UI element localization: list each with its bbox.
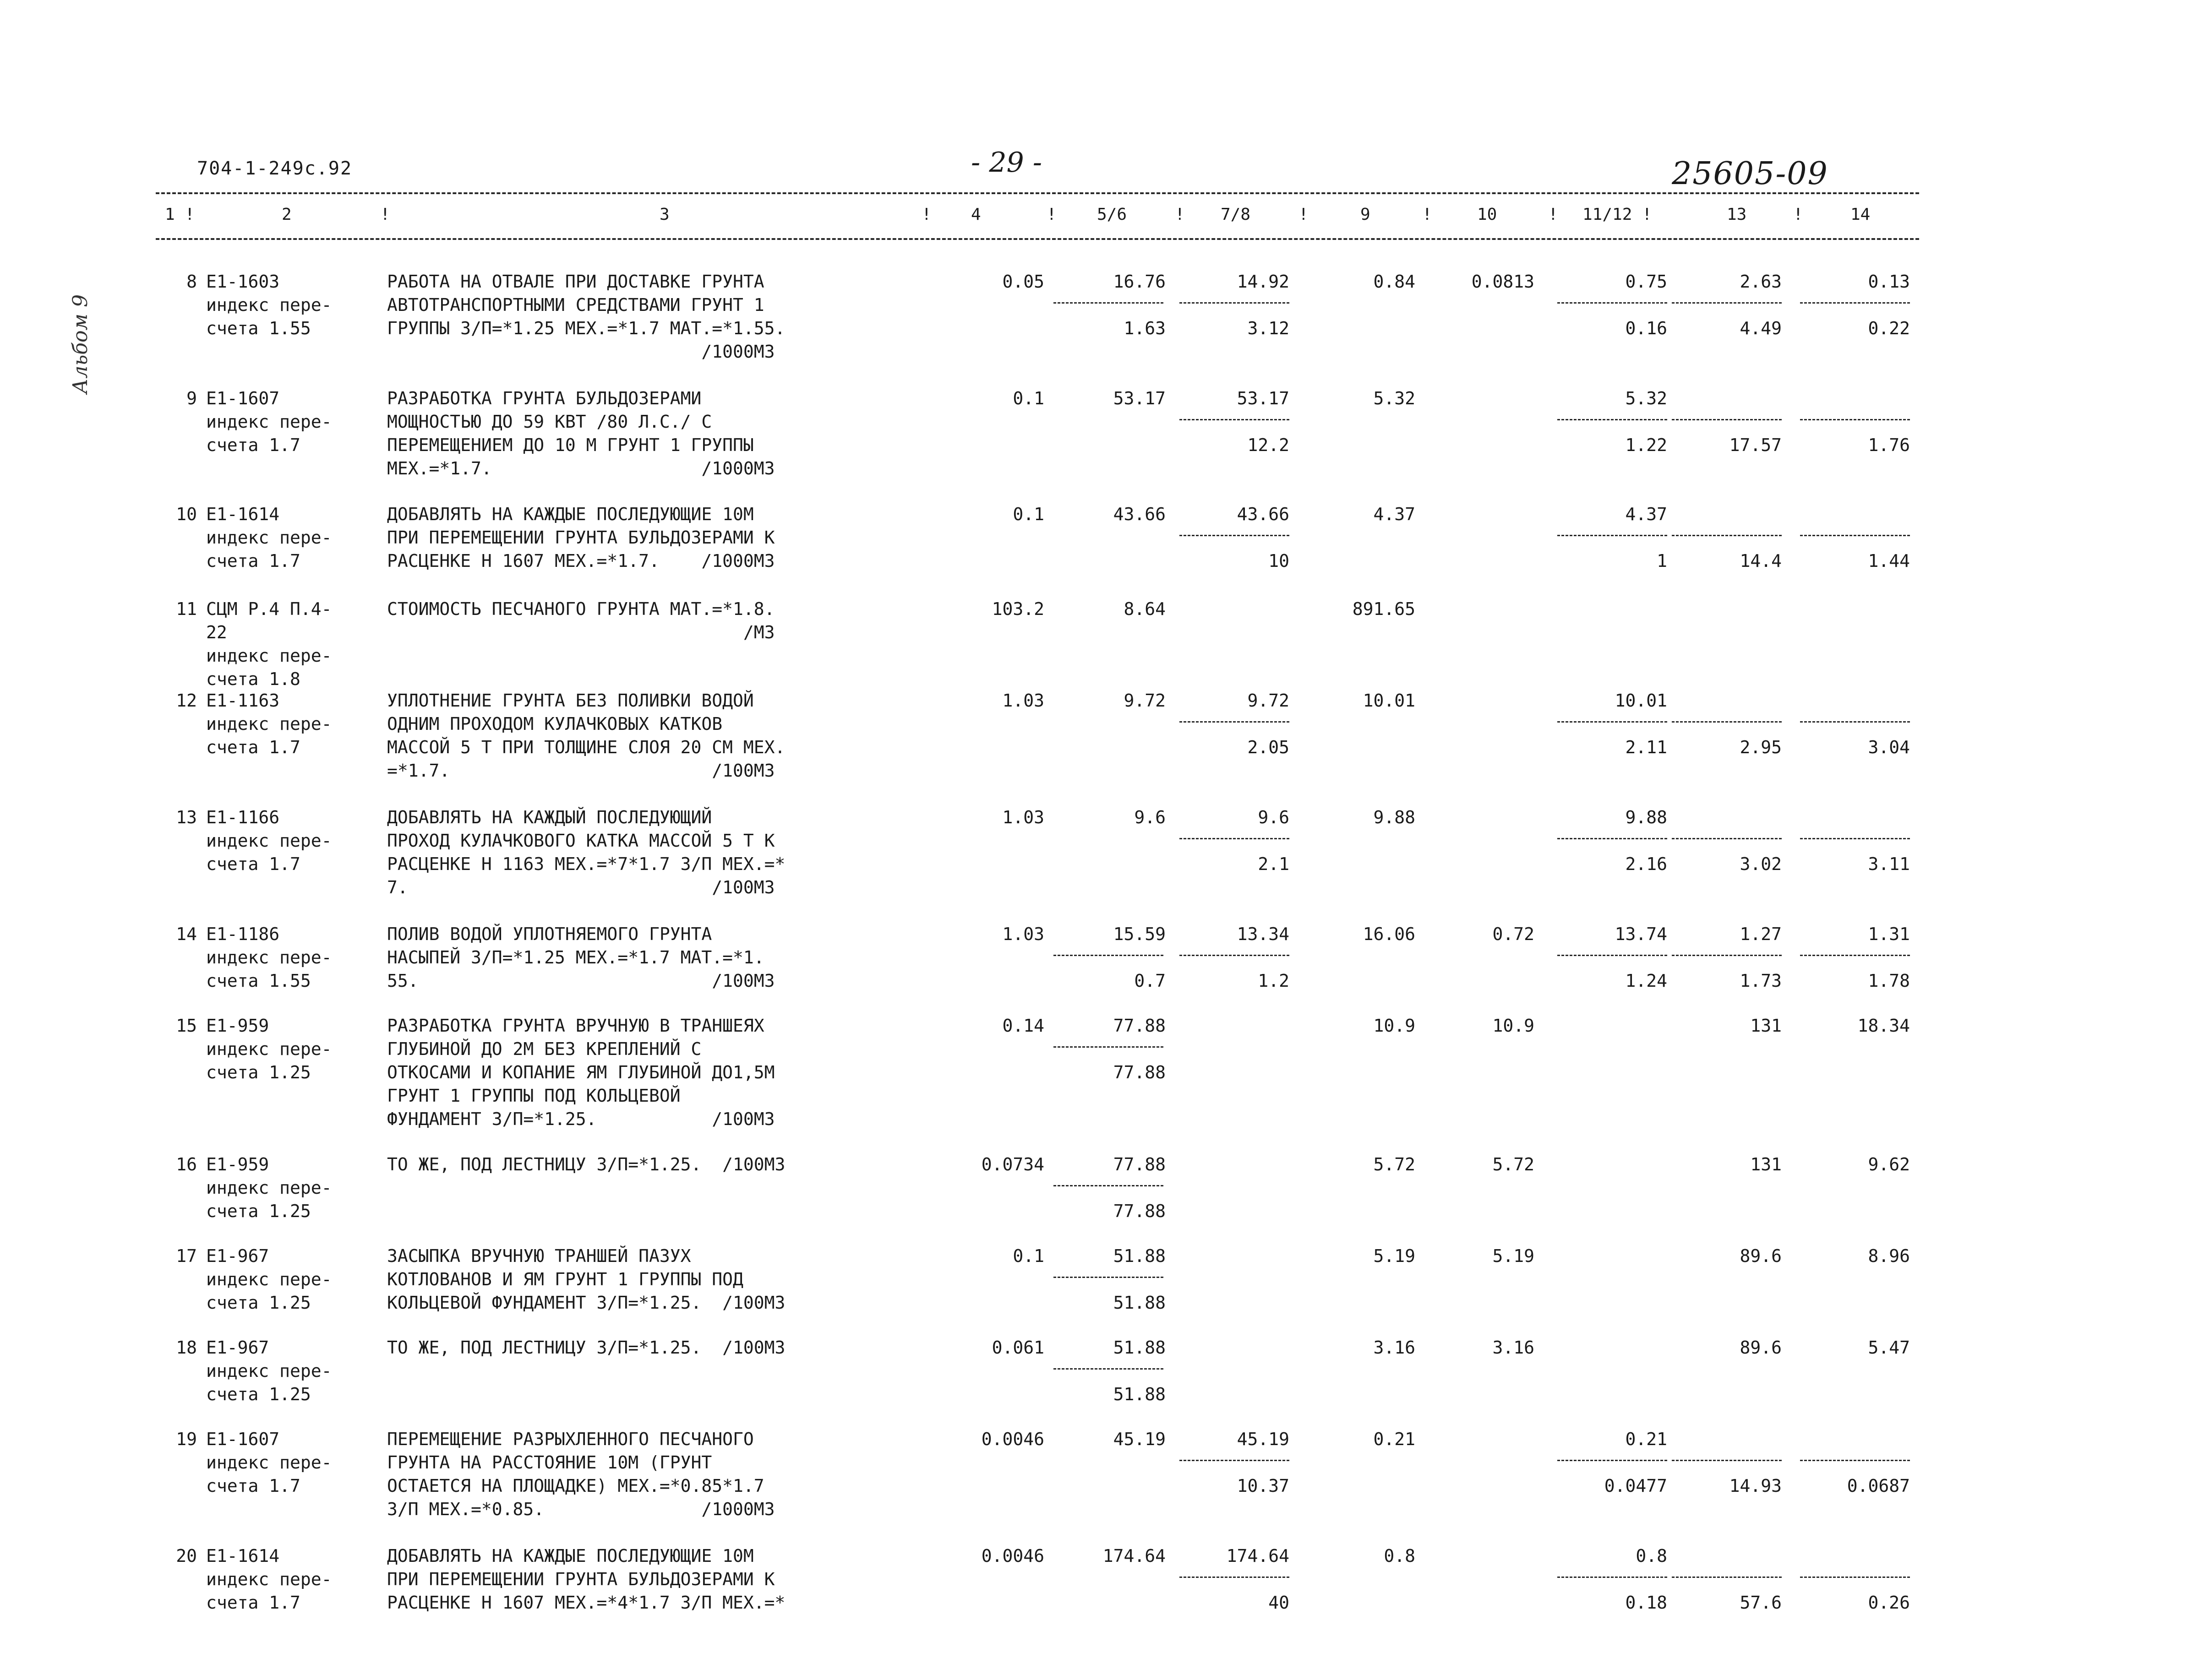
work-description-line: ГРУППЫ З/П=*1.25 МЕХ.=*1.7 МАТ.=*1.55. bbox=[387, 318, 786, 338]
total-cost-cell: 0.8 bbox=[1384, 1546, 1415, 1566]
rate-code-line: Е1-1607 bbox=[206, 388, 280, 408]
quantity-cell: 1.03 bbox=[1002, 690, 1044, 711]
labor-total-cell: 18.34 bbox=[1857, 1016, 1910, 1036]
machine-cost-cell-sub: 0.16 bbox=[1625, 318, 1667, 338]
work-description bbox=[387, 387, 927, 480]
column-number: 3 bbox=[660, 205, 670, 224]
rate-code-line: индекс пере- bbox=[206, 1569, 332, 1589]
total-cost-cell: 5.72 bbox=[1373, 1154, 1415, 1174]
row-number: 9 bbox=[186, 388, 197, 408]
machine-cost-cell: 10.01 bbox=[1615, 690, 1667, 711]
subtotal-rule bbox=[1672, 419, 1782, 420]
rate-code-line: счета 1.55 bbox=[206, 318, 311, 338]
work-description bbox=[387, 270, 927, 364]
labor-cell-sub: 1.73 bbox=[1740, 971, 1782, 991]
total-cost-cell: 0.21 bbox=[1373, 1429, 1415, 1449]
labor-cell: 89.6 bbox=[1740, 1246, 1782, 1266]
wage-cell: 14.92 bbox=[1237, 272, 1289, 292]
work-description-line: ПРОХОД КУЛАЧКОВОГО КАТКА МАССОЙ 5 Т К bbox=[387, 831, 775, 851]
work-description-line: ПЕРЕМЕЩЕНИЕМ ДО 10 М ГРУНТ 1 ГРУППЫ bbox=[387, 435, 754, 455]
machine-cost-cell: 5.32 bbox=[1625, 388, 1667, 408]
work-description bbox=[387, 1153, 927, 1176]
column-separator: ! bbox=[1548, 205, 1558, 224]
subtotal-rule bbox=[1179, 721, 1289, 723]
album-side-note: Альбом 9 bbox=[69, 294, 92, 394]
work-description-line: УПЛОТНЕНИЕ ГРУНТА БЕЗ ПОЛИВКИ ВОДОЙ bbox=[387, 690, 754, 711]
subtotal-rule bbox=[1800, 838, 1910, 839]
wage-cell-sub: 10.37 bbox=[1237, 1476, 1289, 1496]
wage-total-cell: 5.72 bbox=[1492, 1154, 1534, 1174]
labor-total-cell-sub: 1.78 bbox=[1868, 971, 1910, 991]
work-description bbox=[387, 1014, 927, 1131]
work-description-line: ГРУНТ 1 ГРУППЫ ПОД КОЛЬЦЕВОЙ bbox=[387, 1086, 681, 1106]
machine-cost-cell-sub: 2.16 bbox=[1625, 854, 1667, 874]
machine-cost-cell-sub: 0.0477 bbox=[1604, 1476, 1667, 1496]
work-description-line: ОСТАЕТСЯ НА ПЛОЩАДКЕ) МЕХ.=*0.85*1.7 bbox=[387, 1476, 764, 1496]
subtotal-rule bbox=[1672, 302, 1782, 304]
subtotal-rule bbox=[1179, 302, 1289, 304]
labor-total-cell-sub: 0.22 bbox=[1868, 318, 1910, 338]
labor-cell-sub: 17.57 bbox=[1729, 435, 1782, 455]
unit-cost-cell: 174.64 bbox=[1102, 1546, 1166, 1566]
work-description-line: МОЩНОСТЬЮ ДО 59 КВТ /80 Л.С./ С bbox=[387, 412, 712, 432]
wage-cell-sub: 40 bbox=[1268, 1593, 1289, 1613]
work-description-line: ТО ЖЕ, ПОД ЛЕСТНИЦУ З/П=*1.25. /100М3 bbox=[387, 1154, 786, 1174]
total-cost-cell: 5.19 bbox=[1373, 1246, 1415, 1266]
labor-cell: 131 bbox=[1750, 1154, 1782, 1174]
work-description-line: /1000М3 bbox=[387, 342, 775, 362]
unit-cost-cell-sub: 51.88 bbox=[1113, 1384, 1166, 1404]
labor-total-cell-sub: 3.11 bbox=[1868, 854, 1910, 874]
column-number: 13 bbox=[1727, 205, 1747, 224]
subtotal-rule bbox=[1179, 1460, 1289, 1461]
work-description-line: ПОЛИВ ВОДОЙ УПЛОТНЯЕМОГО ГРУНТА bbox=[387, 924, 712, 944]
labor-cell: 89.6 bbox=[1740, 1337, 1782, 1358]
header-divider bbox=[156, 238, 1919, 240]
work-description bbox=[387, 689, 927, 783]
column-number: 14 bbox=[1850, 205, 1871, 224]
row-number: 11 bbox=[176, 599, 197, 619]
rate-code bbox=[206, 270, 380, 340]
subtotal-rule bbox=[1800, 419, 1910, 420]
unit-cost-cell: 43.66 bbox=[1113, 504, 1166, 524]
rate-code-line: счета 1.7 bbox=[206, 551, 300, 571]
column-number: 1 ! bbox=[165, 205, 195, 224]
wage-cell-sub: 3.12 bbox=[1247, 318, 1289, 338]
subtotal-rule bbox=[1053, 1277, 1163, 1278]
rate-code-line: Е1-959 bbox=[206, 1016, 269, 1036]
unit-cost-cell: 16.76 bbox=[1113, 272, 1166, 292]
subtotal-rule bbox=[1179, 535, 1289, 536]
quantity-cell: 1.03 bbox=[1002, 924, 1044, 944]
total-cost-cell: 5.32 bbox=[1373, 388, 1415, 408]
rate-code-line: Е1-967 bbox=[206, 1337, 269, 1358]
row-number: 20 bbox=[176, 1546, 197, 1566]
column-number: 2 bbox=[282, 205, 292, 224]
subtotal-rule bbox=[1053, 1368, 1163, 1370]
machine-cost-cell: 0.75 bbox=[1625, 272, 1667, 292]
machine-cost-cell-sub: 1.24 bbox=[1625, 971, 1667, 991]
work-description-line: РАБОТА НА ОТВАЛЕ ПРИ ДОСТАВКЕ ГРУНТА bbox=[387, 272, 764, 292]
work-description bbox=[387, 503, 927, 573]
labor-cell: 131 bbox=[1750, 1016, 1782, 1036]
subtotal-rule bbox=[1557, 1577, 1667, 1578]
machine-cost-cell-sub: 2.11 bbox=[1625, 737, 1667, 757]
rate-code-line: индекс пере- bbox=[206, 1178, 332, 1198]
row-number: 15 bbox=[176, 1016, 197, 1036]
subtotal-rule bbox=[1800, 302, 1910, 304]
machine-cost-cell: 0.8 bbox=[1636, 1546, 1667, 1566]
rate-code-line: Е1-1163 bbox=[206, 690, 280, 711]
work-description-line: МЕХ.=*1.7. /1000М3 bbox=[387, 458, 775, 478]
rate-code bbox=[206, 1245, 380, 1315]
rate-code bbox=[206, 923, 380, 993]
subtotal-rule bbox=[1557, 1460, 1667, 1461]
wage-total-cell: 0.72 bbox=[1492, 924, 1534, 944]
rate-code-line: индекс пере- bbox=[206, 947, 332, 968]
machine-cost-cell: 4.37 bbox=[1625, 504, 1667, 524]
row-number: 17 bbox=[176, 1246, 197, 1266]
wage-total-cell: 0.0813 bbox=[1471, 272, 1534, 292]
work-description-line: ЗАСЫПКА ВРУЧНУЮ ТРАНШЕЙ ПАЗУХ bbox=[387, 1246, 691, 1266]
labor-cell-sub: 3.02 bbox=[1740, 854, 1782, 874]
rate-code-line: счета 1.7 bbox=[206, 1476, 300, 1496]
labor-total-cell-sub: 1.44 bbox=[1868, 551, 1910, 571]
work-description bbox=[387, 806, 927, 899]
work-description bbox=[387, 1336, 927, 1359]
total-cost-cell: 9.88 bbox=[1373, 807, 1415, 827]
unit-cost-cell: 45.19 bbox=[1113, 1429, 1166, 1449]
unit-cost-cell: 77.88 bbox=[1113, 1154, 1166, 1174]
wage-cell: 53.17 bbox=[1237, 388, 1289, 408]
subtotal-rule bbox=[1179, 955, 1289, 956]
column-separator: ! bbox=[1298, 205, 1309, 224]
rate-code-line: счета 1.25 bbox=[206, 1201, 311, 1221]
work-description-line: ПРИ ПЕРЕМЕЩЕНИИ ГРУНТА БУЛЬДОЗЕРАМИ К bbox=[387, 1569, 775, 1589]
subtotal-rule bbox=[1672, 1460, 1782, 1461]
column-separator: ! bbox=[380, 205, 390, 224]
wage-cell: 9.72 bbox=[1247, 690, 1289, 711]
subtotal-rule bbox=[1672, 535, 1782, 536]
rate-code bbox=[206, 387, 380, 457]
unit-cost-cell: 9.72 bbox=[1124, 690, 1166, 711]
row-number: 14 bbox=[176, 924, 197, 944]
work-description-line: РАСЦЕНКЕ Н 1607 МЕХ.=*4*1.7 З/П МЕХ.=* bbox=[387, 1593, 786, 1613]
labor-total-cell: 5.47 bbox=[1868, 1337, 1910, 1358]
wage-total-cell: 5.19 bbox=[1492, 1246, 1534, 1266]
quantity-cell: 0.0046 bbox=[981, 1429, 1044, 1449]
subtotal-rule bbox=[1800, 1577, 1910, 1578]
row-number: 16 bbox=[176, 1154, 197, 1174]
quantity-cell: 0.1 bbox=[1013, 388, 1044, 408]
row-number: 13 bbox=[176, 807, 197, 827]
quantity-cell: 0.0046 bbox=[981, 1546, 1044, 1566]
rate-code-line: индекс пере- bbox=[206, 646, 332, 666]
work-description-line: ГЛУБИНОЙ ДО 2М БЕЗ КРЕПЛЕНИЙ С bbox=[387, 1039, 702, 1059]
work-description-line: ГРУНТА НА РАССТОЯНИЕ 10М (ГРУНТ bbox=[387, 1452, 712, 1473]
rate-code-line: Е1-1603 bbox=[206, 272, 280, 292]
subtotal-rule bbox=[1179, 1577, 1289, 1578]
rate-code bbox=[206, 1014, 380, 1084]
unit-cost-cell: 8.64 bbox=[1124, 599, 1166, 619]
subtotal-rule bbox=[1672, 1577, 1782, 1578]
rate-code-line: счета 1.7 bbox=[206, 435, 300, 455]
row-number: 12 bbox=[176, 690, 197, 711]
total-cost-cell: 4.37 bbox=[1373, 504, 1415, 524]
unit-cost-cell-sub: 77.88 bbox=[1113, 1201, 1166, 1221]
labor-cell-sub: 2.95 bbox=[1740, 737, 1782, 757]
subtotal-rule bbox=[1672, 955, 1782, 956]
rate-code-line: счета 1.7 bbox=[206, 737, 300, 757]
total-cost-cell: 0.84 bbox=[1373, 272, 1415, 292]
labor-cell-sub: 14.93 bbox=[1729, 1476, 1782, 1496]
work-description bbox=[387, 923, 927, 993]
subtotal-rule bbox=[1800, 955, 1910, 956]
work-description-line: ДОБАВЛЯТЬ НА КАЖДЫЙ ПОСЛЕДУЮЩИЙ bbox=[387, 807, 712, 827]
rate-code bbox=[206, 1544, 380, 1615]
unit-cost-cell-sub: 77.88 bbox=[1113, 1062, 1166, 1082]
labor-total-cell-sub: 3.04 bbox=[1868, 737, 1910, 757]
rate-code-line: счета 1.25 bbox=[206, 1293, 311, 1313]
labor-cell-sub: 14.4 bbox=[1740, 551, 1782, 571]
rate-code-line: Е1-1614 bbox=[206, 504, 280, 524]
work-description-line: АВТОТРАНСПОРТНЫМИ СРЕДСТВАМИ ГРУНТ 1 bbox=[387, 295, 764, 315]
subtotal-rule bbox=[1800, 721, 1910, 723]
rate-code-line: счета 1.25 bbox=[206, 1062, 311, 1082]
rate-code-line: счета 1.25 bbox=[206, 1384, 311, 1404]
quantity-cell: 0.1 bbox=[1013, 1246, 1044, 1266]
work-description-line: ДОБАВЛЯТЬ НА КАЖДЫЕ ПОСЛЕДУЮЩИЕ 10М bbox=[387, 1546, 754, 1566]
column-separator: ! bbox=[1175, 205, 1185, 224]
rate-code-line: индекс пере- bbox=[206, 1039, 332, 1059]
labor-total-cell-sub: 0.0687 bbox=[1847, 1476, 1910, 1496]
work-description-line: СТОИМОСТЬ ПЕСЧАНОГО ГРУНТА МАТ.=*1.8. bbox=[387, 599, 775, 619]
work-description-line: ПРИ ПЕРЕМЕЩЕНИИ ГРУНТА БУЛЬДОЗЕРАМИ К bbox=[387, 527, 775, 548]
subtotal-rule bbox=[1800, 535, 1910, 536]
labor-total-cell: 0.13 bbox=[1868, 272, 1910, 292]
column-number: 4 bbox=[971, 205, 981, 224]
row-number: 19 bbox=[176, 1429, 197, 1449]
labor-cell-sub: 57.6 bbox=[1740, 1593, 1782, 1613]
unit-cost-cell: 77.88 bbox=[1113, 1016, 1166, 1036]
unit-cost-cell: 53.17 bbox=[1113, 388, 1166, 408]
rate-code-line: индекс пере- bbox=[206, 412, 332, 432]
subtotal-rule bbox=[1557, 955, 1667, 956]
album-code: 25605-09 bbox=[1672, 156, 1828, 192]
column-number: 9 bbox=[1360, 205, 1370, 224]
total-cost-cell: 3.16 bbox=[1373, 1337, 1415, 1358]
wage-cell: 45.19 bbox=[1237, 1429, 1289, 1449]
work-description-line: КОЛЬЦЕВОЙ ФУНДАМЕНТ З/П=*1.25. /100М3 bbox=[387, 1293, 786, 1313]
work-description-line: 55. /100М3 bbox=[387, 971, 775, 991]
work-description bbox=[387, 1245, 927, 1315]
wage-cell: 43.66 bbox=[1237, 504, 1289, 524]
wage-cell: 13.34 bbox=[1237, 924, 1289, 944]
unit-cost-cell-sub: 1.63 bbox=[1124, 318, 1166, 338]
column-number: 7/8 bbox=[1221, 205, 1251, 224]
subtotal-rule bbox=[1672, 721, 1782, 723]
rate-code-line: Е1-959 bbox=[206, 1154, 269, 1174]
column-separator: ! bbox=[922, 205, 932, 224]
rate-code-line: счета 1.55 bbox=[206, 971, 311, 991]
labor-total-cell-sub: 0.26 bbox=[1868, 1593, 1910, 1613]
work-description-line: ФУНДАМЕНТ З/П=*1.25. /100М3 bbox=[387, 1109, 775, 1129]
rate-code-line: Е1-967 bbox=[206, 1246, 269, 1266]
labor-total-cell-sub: 1.76 bbox=[1868, 435, 1910, 455]
rate-code-line: СЦМ Р.4 П.4- bbox=[206, 599, 332, 619]
rate-code bbox=[206, 1428, 380, 1498]
work-description-line: РАЗРАБОТКА ГРУНТА БУЛЬДОЗЕРАМИ bbox=[387, 388, 702, 408]
work-description-line: ПЕРЕМЕЩЕНИЕ РАЗРЫХЛЕННОГО ПЕСЧАНОГО bbox=[387, 1429, 754, 1449]
wage-cell-sub: 2.1 bbox=[1258, 854, 1289, 874]
rate-code-line: счета 1.8 bbox=[206, 669, 300, 689]
rate-code-line: счета 1.7 bbox=[206, 854, 300, 874]
column-separator: ! bbox=[1422, 205, 1432, 224]
work-description-line: /М3 bbox=[387, 622, 775, 642]
row-number: 10 bbox=[176, 504, 197, 524]
rate-code-line: 22 bbox=[206, 622, 227, 642]
work-description-line: З/П МЕХ.=*0.85. /1000М3 bbox=[387, 1499, 775, 1519]
rate-code-line: индекс пере- bbox=[206, 295, 332, 315]
rate-code bbox=[206, 689, 380, 759]
work-description-line: РАСЦЕНКЕ Н 1607 МЕХ.=*1.7. /1000М3 bbox=[387, 551, 775, 571]
labor-cell-sub: 4.49 bbox=[1740, 318, 1782, 338]
wage-cell: 174.64 bbox=[1226, 1546, 1289, 1566]
total-cost-cell: 16.06 bbox=[1363, 924, 1415, 944]
work-description-line: РАЗРАБОТКА ГРУНТА ВРУЧНУЮ В ТРАНШЕЯХ bbox=[387, 1016, 764, 1036]
unit-cost-cell-sub: 0.7 bbox=[1134, 971, 1166, 991]
wage-total-cell: 3.16 bbox=[1492, 1337, 1534, 1358]
unit-cost-cell-sub: 51.88 bbox=[1113, 1293, 1166, 1313]
work-description-line: ТО ЖЕ, ПОД ЛЕСТНИЦУ З/П=*1.25. /100М3 bbox=[387, 1337, 786, 1358]
work-description-line: КОТЛОВАНОВ И ЯМ ГРУНТ 1 ГРУППЫ ПОД bbox=[387, 1269, 743, 1289]
subtotal-rule bbox=[1053, 1046, 1163, 1048]
subtotal-rule bbox=[1179, 838, 1289, 839]
subtotal-rule bbox=[1557, 721, 1667, 723]
rate-code bbox=[206, 598, 380, 691]
wage-cell-sub: 12.2 bbox=[1247, 435, 1289, 455]
total-cost-cell: 10.9 bbox=[1373, 1016, 1415, 1036]
machine-cost-cell-sub: 1 bbox=[1657, 551, 1667, 571]
unit-cost-cell: 51.88 bbox=[1113, 1246, 1166, 1266]
column-number: 11/12 ! bbox=[1582, 205, 1652, 224]
rate-code-line: Е1-1614 bbox=[206, 1546, 280, 1566]
machine-cost-cell: 13.74 bbox=[1615, 924, 1667, 944]
column-separator: ! bbox=[1793, 205, 1803, 224]
top-divider bbox=[156, 192, 1919, 194]
subtotal-rule bbox=[1557, 419, 1667, 420]
subtotal-rule bbox=[1053, 955, 1163, 956]
subtotal-rule bbox=[1800, 1460, 1910, 1461]
subtotal-rule bbox=[1053, 302, 1163, 304]
wage-total-cell: 10.9 bbox=[1492, 1016, 1534, 1036]
rate-code-line: индекс пере- bbox=[206, 527, 332, 548]
page-number: - 29 - bbox=[971, 147, 1042, 179]
quantity-cell: 0.061 bbox=[992, 1337, 1044, 1358]
rate-code-line: Е1-1607 bbox=[206, 1429, 280, 1449]
machine-cost-cell: 9.88 bbox=[1625, 807, 1667, 827]
rate-code-line: индекс пере- bbox=[206, 1269, 332, 1289]
quantity-cell: 0.14 bbox=[1002, 1016, 1044, 1036]
wage-cell-sub: 2.05 bbox=[1247, 737, 1289, 757]
quantity-cell: 1.03 bbox=[1002, 807, 1044, 827]
document-code: 704-1-249с.92 bbox=[197, 158, 353, 179]
work-description-line: НАСЫПЕЙ З/П=*1.25 МЕХ.=*1.7 МАТ.=*1. bbox=[387, 947, 764, 968]
column-number: 5/6 bbox=[1097, 205, 1127, 224]
rate-code bbox=[206, 1153, 380, 1223]
total-cost-cell: 891.65 bbox=[1352, 599, 1415, 619]
quantity-cell: 0.0734 bbox=[981, 1154, 1044, 1174]
work-description-line: РАСЦЕНКЕ Н 1163 МЕХ.=*7*1.7 З/П МЕХ.=* bbox=[387, 854, 786, 874]
rate-code bbox=[206, 806, 380, 876]
subtotal-rule bbox=[1557, 302, 1667, 304]
subtotal-rule bbox=[1179, 419, 1289, 420]
rate-code-line: Е1-1166 bbox=[206, 807, 280, 827]
work-description-line: 7. /100М3 bbox=[387, 877, 775, 897]
machine-cost-cell: 0.21 bbox=[1625, 1429, 1667, 1449]
work-description bbox=[387, 1428, 927, 1521]
work-description-line: ОДНИМ ПРОХОДОМ КУЛАЧКОВЫХ КАТКОВ bbox=[387, 714, 723, 734]
wage-cell-sub: 10 bbox=[1268, 551, 1289, 571]
quantity-cell: 0.1 bbox=[1013, 504, 1044, 524]
rate-code-line: индекс пере- bbox=[206, 831, 332, 851]
rate-code-line: Е1-1186 bbox=[206, 924, 280, 944]
total-cost-cell: 10.01 bbox=[1363, 690, 1415, 711]
subtotal-rule bbox=[1053, 1185, 1163, 1186]
quantity-cell: 0.05 bbox=[1002, 272, 1044, 292]
subtotal-rule bbox=[1557, 535, 1667, 536]
machine-cost-cell-sub: 1.22 bbox=[1625, 435, 1667, 455]
rate-code bbox=[206, 503, 380, 573]
unit-cost-cell: 9.6 bbox=[1134, 807, 1166, 827]
work-description bbox=[387, 598, 927, 644]
column-number: 10 bbox=[1477, 205, 1497, 224]
subtotal-rule bbox=[1672, 838, 1782, 839]
rate-code-line: индекс пере- bbox=[206, 714, 332, 734]
subtotal-rule bbox=[1557, 838, 1667, 839]
unit-cost-cell: 51.88 bbox=[1113, 1337, 1166, 1358]
labor-total-cell: 9.62 bbox=[1868, 1154, 1910, 1174]
work-description-line: ОТКОСАМИ И КОПАНИЕ ЯМ ГЛУБИНОЙ ДО1,5М bbox=[387, 1062, 775, 1082]
unit-cost-cell: 15.59 bbox=[1113, 924, 1166, 944]
wage-cell-sub: 1.2 bbox=[1258, 971, 1289, 991]
labor-total-cell: 1.31 bbox=[1868, 924, 1910, 944]
rate-code-line: счета 1.7 bbox=[206, 1593, 300, 1613]
labor-cell: 1.27 bbox=[1740, 924, 1782, 944]
row-number: 8 bbox=[186, 272, 197, 292]
column-number-header bbox=[156, 205, 1919, 231]
labor-total-cell: 8.96 bbox=[1868, 1246, 1910, 1266]
rate-code-line: индекс пере- bbox=[206, 1361, 332, 1381]
work-description-line: =*1.7. /100М3 bbox=[387, 761, 775, 781]
labor-cell: 2.63 bbox=[1740, 272, 1782, 292]
quantity-cell: 103.2 bbox=[992, 599, 1044, 619]
row-number: 18 bbox=[176, 1337, 197, 1358]
column-separator: ! bbox=[1047, 205, 1057, 224]
work-description-line: МАССОЙ 5 Т ПРИ ТОЛЩИНЕ СЛОЯ 20 СМ МЕХ. bbox=[387, 737, 786, 757]
rate-code-line: индекс пере- bbox=[206, 1452, 332, 1473]
machine-cost-cell-sub: 0.18 bbox=[1625, 1593, 1667, 1613]
rate-code bbox=[206, 1336, 380, 1406]
work-description-line: ДОБАВЛЯТЬ НА КАЖДЫЕ ПОСЛЕДУЮЩИЕ 10М bbox=[387, 504, 754, 524]
wage-cell: 9.6 bbox=[1258, 807, 1289, 827]
work-description bbox=[387, 1544, 927, 1615]
